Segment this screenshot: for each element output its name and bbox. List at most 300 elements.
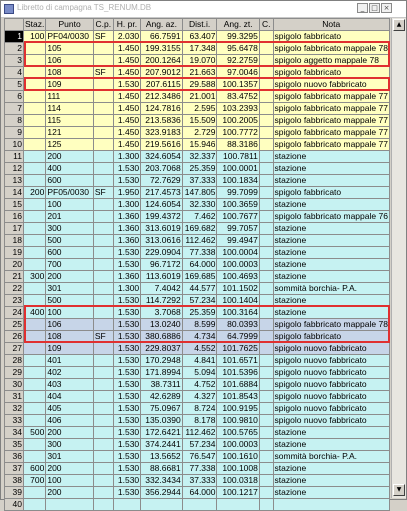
cell-hpr[interactable]: 1.530 <box>113 343 140 355</box>
table-row[interactable] <box>5 463 390 475</box>
cell-staz[interactable] <box>23 247 45 259</box>
cell-punto[interactable]: 111 <box>46 91 94 103</box>
cell-staz[interactable] <box>23 91 45 103</box>
cell-staz[interactable] <box>23 139 45 151</box>
table-row[interactable] <box>5 151 390 163</box>
cell-nota[interactable]: stazione <box>273 475 389 487</box>
table-row[interactable] <box>5 139 390 151</box>
cell-punto[interactable]: 406 <box>46 415 94 427</box>
table-row[interactable] <box>5 175 390 187</box>
row-number-cell[interactable]: 12 <box>5 163 24 175</box>
table-row[interactable] <box>5 475 390 487</box>
cell-hpr[interactable]: 1.360 <box>113 223 140 235</box>
cell-punto[interactable]: 401 <box>46 355 94 367</box>
cell-c[interactable] <box>259 319 273 331</box>
row-number-cell[interactable]: 3 <box>5 55 24 67</box>
cell-hpr[interactable]: 1.530 <box>113 487 140 499</box>
cell-staz[interactable] <box>23 319 45 331</box>
row-number-cell[interactable]: 27 <box>5 343 24 355</box>
cell-dist[interactable]: 8.724 <box>182 403 217 415</box>
cell-cp[interactable] <box>93 271 113 283</box>
table-row[interactable] <box>5 91 390 103</box>
cell-dist[interactable]: 32.337 <box>182 151 217 163</box>
cell-hpr[interactable]: 1.530 <box>113 451 140 463</box>
cell-staz[interactable]: 600 <box>23 463 45 475</box>
cell-ang-az[interactable]: 75.0967 <box>141 403 183 415</box>
cell-nota[interactable]: spigolo fabbricato mappale 77 <box>274 127 388 137</box>
cell-staz[interactable] <box>23 223 45 235</box>
cell-c[interactable] <box>259 223 273 235</box>
cell-ang-zt[interactable]: 100.1008 <box>217 463 259 475</box>
cell-staz[interactable] <box>23 367 45 379</box>
cell-ang-az[interactable]: 207.9012 <box>141 67 183 79</box>
row-number-cell[interactable]: 39 <box>5 487 24 499</box>
cell-cp[interactable] <box>93 43 113 55</box>
row-number-cell[interactable]: 4 <box>5 67 24 79</box>
cell-hpr[interactable]: 1.450 <box>113 115 140 127</box>
cell-staz[interactable] <box>23 343 45 355</box>
row-number-cell[interactable]: 17 <box>5 223 24 235</box>
cell-cp[interactable] <box>93 175 113 187</box>
cell-staz[interactable] <box>23 415 45 427</box>
cell-punto[interactable]: 600 <box>46 175 94 187</box>
cell-ang-zt[interactable]: 103.2393 <box>217 103 259 115</box>
cell-nota[interactable]: stazione <box>273 427 389 439</box>
row-number-cell[interactable]: 24 <box>5 307 24 319</box>
cell-cp[interactable] <box>93 355 113 367</box>
cell-ang-az[interactable]: 170.2948 <box>141 355 183 367</box>
cell-ang-zt[interactable]: 100.5765 <box>217 427 259 439</box>
cell-ang-az[interactable]: 38.7311 <box>141 379 183 391</box>
cell-staz[interactable]: 200 <box>23 187 45 199</box>
cell-punto[interactable]: 125 <box>46 139 94 151</box>
cell-hpr[interactable]: 1.450 <box>113 139 140 151</box>
row-number-cell[interactable]: 18 <box>5 235 24 247</box>
row-number-cell[interactable]: 35 <box>5 439 24 451</box>
cell-ang-zt[interactable]: 100.2005 <box>217 115 259 127</box>
table-row[interactable] <box>5 187 390 199</box>
cell-cp[interactable] <box>93 475 113 487</box>
cell-nota[interactable]: spigolo fabbricato <box>273 187 389 199</box>
cell-ang-zt[interactable]: 100.0001 <box>217 163 259 175</box>
cell-ang-az[interactable]: 200.1264 <box>141 55 183 67</box>
table-row[interactable] <box>5 307 390 319</box>
cell-punto[interactable]: 106 <box>46 319 94 331</box>
cell-cp[interactable] <box>93 319 113 331</box>
table-row[interactable] <box>5 487 390 499</box>
cell-cp[interactable] <box>93 295 113 307</box>
cell-cp[interactable] <box>93 379 113 391</box>
cell-dist[interactable]: 76.547 <box>182 451 217 463</box>
cell-nota[interactable]: spigolo fabbricato mappale 78 <box>274 319 388 329</box>
cell-c[interactable] <box>259 55 273 67</box>
cell-hpr[interactable]: 1.530 <box>113 307 140 319</box>
cell-hpr[interactable]: 1.530 <box>113 415 140 427</box>
cell-ang-az[interactable]: 374.2441 <box>141 439 183 451</box>
cell-hpr[interactable]: 1.300 <box>113 151 140 163</box>
table-row[interactable] <box>5 499 390 511</box>
cell-ang-az[interactable]: 217.4573 <box>141 187 183 199</box>
cell-nota[interactable]: spigolo nuovo fabbricato <box>273 79 389 91</box>
cell-punto[interactable]: PF05/0030 <box>46 187 94 199</box>
cell-nota[interactable]: stazione <box>273 487 389 499</box>
cell-ang-az[interactable]: 13.0240 <box>141 319 183 331</box>
header-ang-zt[interactable]: Ang. zt. <box>217 19 259 31</box>
cell-staz[interactable] <box>23 403 45 415</box>
cell-c[interactable] <box>259 67 273 79</box>
cell-dist[interactable]: 57.234 <box>182 295 217 307</box>
cell-c[interactable] <box>259 367 273 379</box>
cell-nota[interactable]: stazione <box>273 223 389 235</box>
cell-dist[interactable]: 2.595 <box>182 103 217 115</box>
table-row[interactable] <box>5 271 390 283</box>
cell-c[interactable] <box>259 499 273 511</box>
cell-ang-az[interactable]: 229.0904 <box>141 247 183 259</box>
cell-dist[interactable]: 4.552 <box>182 343 217 355</box>
cell-nota[interactable]: stazione <box>273 439 389 451</box>
cell-ang-zt[interactable]: 100.0003 <box>217 439 259 451</box>
cell-cp[interactable] <box>93 367 113 379</box>
cell-dist[interactable]: 8.599 <box>182 319 217 331</box>
cell-cp[interactable] <box>93 163 113 175</box>
cell-nota[interactable]: stazione <box>273 199 389 211</box>
cell-ang-zt[interactable]: 100.1834 <box>217 175 259 187</box>
cell-cp[interactable]: SF <box>93 67 113 79</box>
cell-dist[interactable]: 37.333 <box>182 175 217 187</box>
cell-dist[interactable]: 112.462 <box>182 235 217 247</box>
cell-c[interactable] <box>259 79 273 91</box>
cell-hpr[interactable]: 2.030 <box>113 31 140 43</box>
cell-nota[interactable]: spigolo fabbricato <box>273 331 389 343</box>
cell-punto[interactable]: 405 <box>46 403 94 415</box>
cell-staz[interactable] <box>23 67 45 79</box>
row-number-cell[interactable]: 11 <box>5 151 24 163</box>
cell-c[interactable] <box>259 295 273 307</box>
cell-hpr[interactable]: 1.530 <box>113 439 140 451</box>
row-number-cell[interactable]: 23 <box>5 295 24 307</box>
cell-ang-zt[interactable]: 100.4693 <box>217 271 259 283</box>
cell-c[interactable] <box>259 439 273 451</box>
cell-ang-az[interactable]: 96.7172 <box>141 259 183 271</box>
table-row[interactable] <box>5 319 390 331</box>
cell-cp[interactable] <box>93 451 113 463</box>
cell-cp[interactable] <box>93 139 113 151</box>
cell-ang-zt[interactable]: 100.3659 <box>217 199 259 211</box>
cell-cp[interactable] <box>93 91 113 103</box>
cell-c[interactable] <box>259 127 273 139</box>
cell-nota[interactable]: stazione <box>273 295 389 307</box>
cell-cp[interactable] <box>93 283 113 295</box>
cell-dist[interactable]: 7.462 <box>182 211 217 223</box>
cell-c[interactable] <box>259 451 273 463</box>
cell-staz[interactable] <box>23 199 45 211</box>
table-row[interactable] <box>5 79 390 91</box>
header-nota[interactable]: Nota <box>273 19 389 31</box>
header-punto[interactable]: Punto <box>46 19 94 31</box>
cell-staz[interactable]: 500 <box>23 427 45 439</box>
cell-nota[interactable]: spigolo fabbricato <box>273 31 389 43</box>
cell-nota[interactable]: spigolo nuovo fabbricato <box>273 367 389 379</box>
cell-staz[interactable] <box>23 103 45 115</box>
cell-ang-az[interactable]: 88.6681 <box>141 463 183 475</box>
cell-cp[interactable]: SF <box>93 31 113 43</box>
cell-ang-az[interactable]: 212.3486 <box>141 91 183 103</box>
cell-hpr[interactable] <box>113 499 140 511</box>
cell-ang-az[interactable]: 124.7816 <box>141 103 183 115</box>
cell-staz[interactable] <box>23 295 45 307</box>
cell-c[interactable] <box>259 247 273 259</box>
cell-punto[interactable]: 700 <box>46 259 94 271</box>
row-number-cell[interactable]: 30 <box>5 379 24 391</box>
cell-ang-zt[interactable]: 100.9195 <box>217 403 259 415</box>
cell-ang-zt[interactable]: 100.7772 <box>217 127 259 139</box>
row-number-cell[interactable]: 32 <box>5 403 24 415</box>
cell-ang-zt[interactable]: 88.3186 <box>217 139 259 151</box>
cell-nota[interactable]: stazione <box>273 307 389 319</box>
minimize-button[interactable]: _ <box>357 3 368 13</box>
cell-cp[interactable] <box>93 247 113 259</box>
table-row[interactable] <box>5 127 390 139</box>
row-number-cell[interactable]: 38 <box>5 475 24 487</box>
header-hpr[interactable]: H. pr. <box>113 19 140 31</box>
cell-hpr[interactable]: 1.530 <box>113 247 140 259</box>
table-row[interactable] <box>5 403 390 415</box>
cell-cp[interactable]: SF <box>93 187 113 199</box>
cell-nota[interactable]: sommità borchia- P.A. <box>273 451 389 463</box>
cell-dist[interactable]: 169.682 <box>182 223 217 235</box>
cell-cp[interactable] <box>93 307 113 319</box>
row-number-cell[interactable]: 28 <box>5 355 24 367</box>
cell-dist[interactable]: 25.359 <box>182 163 217 175</box>
cell-ang-zt[interactable]: 99.7099 <box>217 187 259 199</box>
cell-dist[interactable]: 77.338 <box>182 247 217 259</box>
cell-c[interactable] <box>259 415 273 427</box>
cell-dist[interactable]: 44.577 <box>182 283 217 295</box>
cell-nota[interactable]: spigolo fabbricato mappale 77 <box>274 115 388 125</box>
row-number-cell[interactable]: 2 <box>5 43 24 55</box>
cell-nota[interactable]: stazione <box>273 271 389 283</box>
cell-c[interactable] <box>259 91 273 103</box>
cell-punto[interactable]: 600 <box>46 247 94 259</box>
table-row[interactable] <box>5 103 390 115</box>
cell-nota[interactable]: spigolo nuovo fabbricato <box>273 355 389 367</box>
cell-ang-az[interactable]: 114.7292 <box>141 295 183 307</box>
cell-hpr[interactable]: 1.530 <box>113 295 140 307</box>
table-row[interactable] <box>5 355 390 367</box>
cell-punto[interactable]: 106 <box>46 55 94 67</box>
cell-punto[interactable]: 200 <box>46 463 94 475</box>
cell-dist[interactable]: 63.407 <box>182 31 217 43</box>
cell-dist[interactable]: 5.094 <box>182 367 217 379</box>
cell-punto[interactable]: 500 <box>46 235 94 247</box>
cell-c[interactable] <box>259 259 273 271</box>
table-row[interactable] <box>5 331 390 343</box>
cell-dist[interactable]: 2.729 <box>182 127 217 139</box>
cell-hpr[interactable]: 1.530 <box>113 367 140 379</box>
cell-punto[interactable]: 108 <box>46 331 94 343</box>
cell-c[interactable] <box>259 199 273 211</box>
header-staz[interactable]: Staz. <box>24 19 45 29</box>
row-number-cell[interactable]: 19 <box>5 247 24 259</box>
row-number-cell[interactable]: 10 <box>5 139 24 151</box>
cell-c[interactable] <box>259 427 273 439</box>
cell-punto[interactable]: 108 <box>46 67 94 79</box>
cell-staz[interactable] <box>23 43 45 55</box>
cell-staz[interactable] <box>23 355 45 367</box>
header-rownum[interactable] <box>5 19 24 31</box>
cell-ang-zt[interactable]: 100.7677 <box>217 211 259 223</box>
cell-staz[interactable] <box>23 499 45 511</box>
cell-staz[interactable] <box>23 211 45 223</box>
cell-dist[interactable]: 32.330 <box>182 199 217 211</box>
row-number-cell[interactable]: 22 <box>5 283 24 295</box>
row-number-cell[interactable]: 26 <box>5 331 24 343</box>
cell-c[interactable] <box>259 355 273 367</box>
cell-ang-az[interactable]: 380.6886 <box>141 331 183 343</box>
cell-dist[interactable]: 21.001 <box>182 91 217 103</box>
cell-ang-az[interactable]: 13.5652 <box>141 451 183 463</box>
cell-staz[interactable] <box>23 379 45 391</box>
cell-ang-az[interactable]: 219.5616 <box>141 139 183 151</box>
cell-c[interactable] <box>259 175 273 187</box>
cell-ang-zt[interactable]: 101.5396 <box>217 367 259 379</box>
cell-cp[interactable] <box>93 439 113 451</box>
table-row[interactable] <box>5 415 390 427</box>
cell-hpr[interactable]: 1.360 <box>113 211 140 223</box>
cell-hpr[interactable]: 1.450 <box>113 127 140 139</box>
table-row[interactable] <box>5 451 390 463</box>
cell-cp[interactable] <box>93 79 113 91</box>
maximize-button[interactable]: □ <box>369 3 380 13</box>
cell-ang-az[interactable]: 203.7068 <box>141 163 183 175</box>
cell-staz[interactable] <box>23 55 45 67</box>
table-row[interactable] <box>5 295 390 307</box>
scroll-up-arrow-icon[interactable]: ▲ <box>393 19 405 31</box>
cell-c[interactable] <box>259 115 273 127</box>
row-number-cell[interactable]: 1 <box>5 31 24 43</box>
cell-ang-az[interactable] <box>141 499 183 511</box>
vertical-scrollbar[interactable] <box>391 18 406 498</box>
cell-dist[interactable]: 17.348 <box>182 43 217 55</box>
cell-cp[interactable] <box>93 391 113 403</box>
row-number-cell[interactable]: 36 <box>5 451 24 463</box>
cell-ang-az[interactable]: 324.6054 <box>141 151 183 163</box>
header-cp[interactable]: C.p. <box>93 19 113 31</box>
cell-punto[interactable] <box>46 499 94 511</box>
cell-ang-zt[interactable]: 100.1357 <box>217 79 259 91</box>
cell-hpr[interactable]: 1.360 <box>113 235 140 247</box>
cell-ang-zt[interactable]: 95.6478 <box>217 43 259 55</box>
cell-nota[interactable]: spigolo fabbricato <box>273 67 389 79</box>
cell-dist[interactable]: 64.000 <box>182 487 217 499</box>
cell-punto[interactable]: 114 <box>46 103 94 115</box>
cell-nota[interactable]: stazione <box>273 163 389 175</box>
cell-staz[interactable]: 700 <box>23 475 45 487</box>
cell-nota[interactable]: spigolo fabbricato mappale 77 <box>274 91 388 101</box>
cell-staz[interactable] <box>23 331 45 343</box>
cell-ang-zt[interactable]: 101.6884 <box>217 379 259 391</box>
cell-cp[interactable] <box>93 403 113 415</box>
cell-dist[interactable]: 147.805 <box>182 187 217 199</box>
cell-hpr[interactable]: 1.530 <box>113 331 140 343</box>
table-row[interactable] <box>5 55 390 67</box>
cell-hpr[interactable]: 1.450 <box>113 55 140 67</box>
scroll-down-arrow-icon[interactable]: ▼ <box>393 484 405 496</box>
cell-dist[interactable]: 112.462 <box>182 427 217 439</box>
cell-ang-az[interactable]: 7.4042 <box>141 283 183 295</box>
cell-ang-az[interactable]: 199.3155 <box>141 43 183 55</box>
table-row[interactable] <box>5 427 390 439</box>
cell-staz[interactable] <box>23 487 45 499</box>
cell-ang-az[interactable]: 313.0616 <box>141 235 183 247</box>
table-row[interactable] <box>5 379 390 391</box>
cell-c[interactable] <box>259 463 273 475</box>
cell-cp[interactable] <box>93 259 113 271</box>
cell-ang-az[interactable]: 323.9183 <box>141 127 183 139</box>
cell-staz[interactable] <box>23 451 45 463</box>
cell-ang-zt[interactable]: 100.0318 <box>217 475 259 487</box>
cell-ang-az[interactable]: 229.8037 <box>141 343 183 355</box>
cell-c[interactable] <box>259 403 273 415</box>
cell-c[interactable] <box>259 391 273 403</box>
cell-hpr[interactable]: 1.530 <box>113 403 140 415</box>
cell-cp[interactable] <box>93 55 113 67</box>
cell-nota[interactable]: spigolo nuovo fabbricato <box>273 391 389 403</box>
cell-ang-zt[interactable]: 92.2759 <box>217 55 259 67</box>
cell-c[interactable] <box>259 139 273 151</box>
cell-cp[interactable] <box>93 427 113 439</box>
cell-hpr[interactable]: 1.530 <box>113 379 140 391</box>
cell-ang-zt[interactable]: 64.7999 <box>217 331 259 343</box>
cell-punto[interactable]: 200 <box>46 487 94 499</box>
cell-nota[interactable]: spigolo nuovo fabbricato <box>273 379 389 391</box>
data-grid[interactable] <box>4 18 390 509</box>
row-number-cell[interactable]: 5 <box>5 79 24 91</box>
cell-nota[interactable]: stazione <box>273 235 389 247</box>
cell-hpr[interactable]: 1.530 <box>113 355 140 367</box>
cell-staz[interactable] <box>23 235 45 247</box>
cell-nota[interactable]: stazione <box>273 151 389 163</box>
cell-ang-az[interactable]: 135.0390 <box>141 415 183 427</box>
cell-staz[interactable] <box>23 151 45 163</box>
cell-cp[interactable] <box>93 151 113 163</box>
cell-ang-zt[interactable]: 100.3164 <box>217 307 259 319</box>
cell-ang-zt[interactable]: 100.7811 <box>217 151 259 163</box>
cell-dist[interactable]: 4.841 <box>182 355 217 367</box>
row-number-cell[interactable]: 14 <box>5 187 24 199</box>
cell-cp[interactable] <box>93 115 113 127</box>
cell-cp[interactable] <box>93 343 113 355</box>
close-button[interactable]: × <box>381 3 392 13</box>
table-row[interactable] <box>5 367 390 379</box>
cell-nota[interactable]: spigolo nuovo fabbricato <box>273 343 389 355</box>
cell-hpr[interactable]: 1.530 <box>113 319 140 331</box>
table-row[interactable] <box>5 283 390 295</box>
cell-staz[interactable]: 300 <box>23 271 45 283</box>
cell-ang-zt[interactable]: 101.8543 <box>217 391 259 403</box>
cell-ang-az[interactable]: 42.6289 <box>141 391 183 403</box>
cell-hpr[interactable]: 1.530 <box>113 427 140 439</box>
cell-c[interactable] <box>259 187 273 199</box>
cell-punto[interactable]: 200 <box>46 427 94 439</box>
cell-cp[interactable] <box>93 487 113 499</box>
cell-c[interactable] <box>259 307 273 319</box>
cell-punto[interactable]: 100 <box>46 199 94 211</box>
table-row[interactable] <box>5 343 390 355</box>
cell-cp[interactable] <box>93 463 113 475</box>
cell-punto[interactable]: 105 <box>46 43 94 55</box>
cell-cp[interactable]: SF <box>93 331 113 343</box>
